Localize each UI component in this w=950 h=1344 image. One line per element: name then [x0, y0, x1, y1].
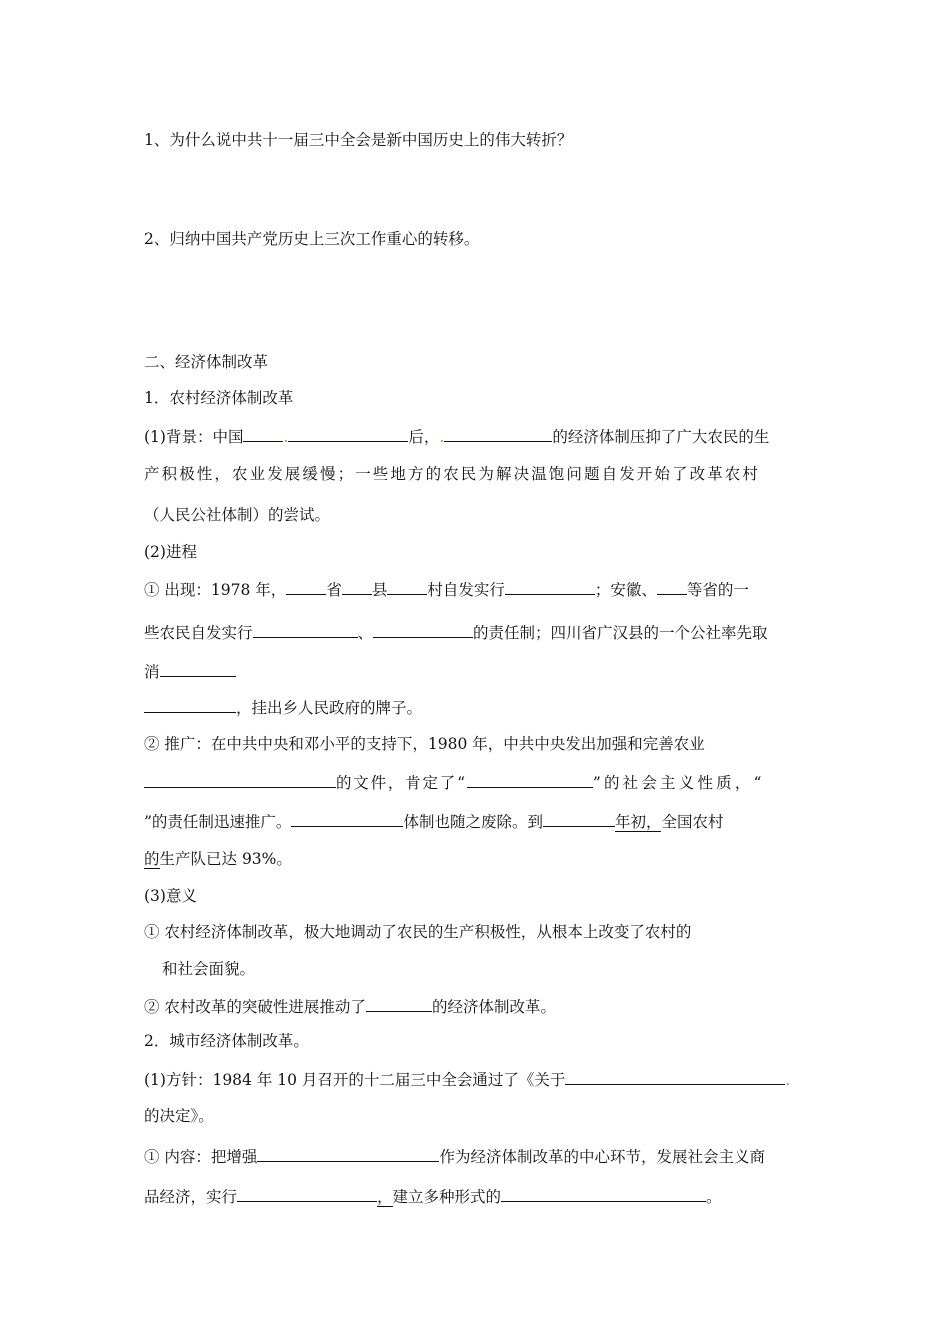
process-line-2: 些农民自发实行 、 的责任制；四川省广汉县的一个公社率先取	[144, 621, 768, 643]
blank-field[interactable]	[565, 1068, 785, 1085]
blank-field[interactable]	[387, 578, 427, 595]
blank-field[interactable]	[342, 578, 372, 595]
blank-field[interactable]	[657, 578, 687, 595]
promotion-line-4: 的生产队已达 93%。	[144, 850, 292, 868]
blank-field[interactable]	[257, 1145, 439, 1162]
blank-field[interactable]	[286, 578, 326, 595]
significance-line-2: 和社会面貌。	[162, 960, 256, 978]
blank-field[interactable]	[253, 621, 358, 638]
process-line-4: ，挂出乡人民政府的牌子。	[144, 696, 422, 718]
subsection-rural: 1．农村经济体制改革	[144, 389, 294, 407]
background-line-1: (1)背景：中国 . 后，. 的经济体制压抑了广大农民的生	[144, 425, 769, 447]
process-heading: (2)进程	[144, 543, 197, 561]
promotion-line-1: ② 推广：在中共中央和邓小平的支持下，1980 年，中共中央发出加强和完善农业	[144, 735, 705, 753]
significance-heading: (3)意义	[144, 887, 197, 905]
mark-dot: .	[439, 428, 445, 446]
blank-field[interactable]	[291, 810, 403, 827]
policy-line-2: 的决定》。	[144, 1107, 214, 1125]
blank-field[interactable]	[373, 621, 473, 638]
question-2: 2、归纳中国共产党历史上三次工作重心的转移。	[144, 230, 480, 248]
content-line-2: 品经济，实行 ，建立多种形式的 。	[144, 1185, 722, 1207]
mark-dot: .	[283, 428, 289, 446]
blank-field[interactable]	[288, 425, 408, 442]
blank-field[interactable]	[243, 425, 283, 442]
content-line-1: ① 内容：把增强 作为经济体制改革的中心环节，发展社会主义商	[144, 1145, 765, 1167]
mark-dot: .	[785, 1071, 791, 1089]
blank-field[interactable]	[543, 810, 615, 827]
blank-field[interactable]	[444, 425, 552, 442]
blank-field[interactable]	[144, 771, 336, 788]
background-line-3: （人民公社体制）的尝试。	[144, 506, 331, 524]
question-1: 1、为什么说中共十一届三中全会是新中国历史上的伟大转折？	[144, 131, 573, 149]
significance-line-3: ② 农村改革的突破性进展推动了 的经济体制改革。	[144, 995, 556, 1017]
promotion-line-3: ”的责任制迅速推广。 体制也随之废除。到 年初，全国农村	[144, 810, 723, 832]
subsection-urban: 2．城市经济体制改革。	[144, 1032, 309, 1050]
blank-field[interactable]	[144, 696, 236, 713]
significance-line-1: ① 农村经济体制改革，极大地调动了农民的生产积极性，从根本上改变了农村的	[144, 923, 692, 941]
background-line-2: 产积极性，农业发展缓慢；一些地方的农民为解决温饱问题自发开始了改革农村	[144, 465, 761, 483]
process-line-1: ① 出现：1978 年， 省 县 村自发实行 ；安徽、 等省的一	[144, 578, 749, 600]
blank-field[interactable]	[505, 578, 595, 595]
blank-field[interactable]	[366, 995, 432, 1012]
promotion-line-2: 的文件，肯定了“ ”的社会主义性质，“	[144, 771, 765, 793]
process-line-3: 消	[144, 660, 236, 682]
policy-line-1: (1)方针：1984 年 10 月召开的十二届三中全会通过了《关于 .	[144, 1068, 790, 1090]
blank-field[interactable]	[160, 660, 236, 677]
blank-field[interactable]	[237, 1185, 377, 1202]
blank-field[interactable]	[467, 771, 593, 788]
blank-field[interactable]	[501, 1185, 706, 1202]
section-heading: 二、经济体制改革	[144, 353, 269, 371]
